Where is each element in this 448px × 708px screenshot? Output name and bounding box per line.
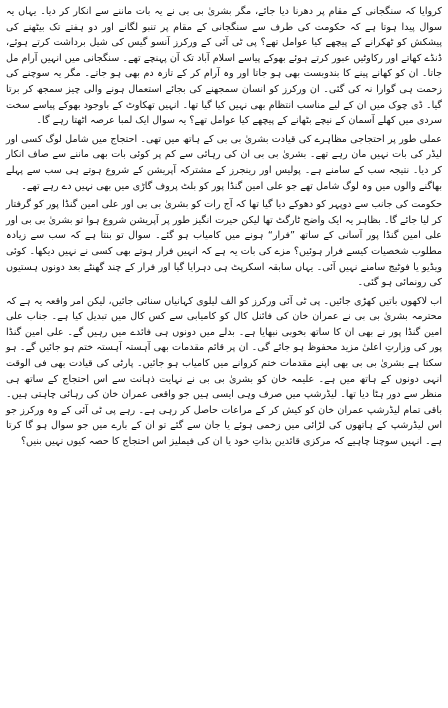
article-paragraph-2: عملی طور پر احتجاجی مظاہرے کی قیادت بشریٰ بی بی کے ہاتھ میں تھی۔ احتجاج میں شامل لوگ کسی اور لیڈر کی بات نہیں مان رہے تھے۔ بشریٰ بی بی ان کی رہائی سے کم پر کوئی بات بھی ماننے سے صاف انکار کر دیا۔ نتیجہ سب کے سامنے ہے۔ پولیس اور رینجرز کے مشترکہ آپریشن کے شروع ہوتے ہی سب سے پہلے بھاگنے والوں میں وہ لوگ شامل تھے جو علی امین گنڈا پور کو بلٹ پروف گاڑی میں بھی نہیں دے رہے تھے۔: [6, 133, 442, 192]
article-paragraph-4: اب لاکھوں باتیں کھڑی جائیں۔ پی ٹی آئی ورکرز کو الف لیلوی کہانیاں سنائی جائیں، لیکن امر واقعہ یہ ہے کہ محترمہ بشریٰ بی بی نے عمران خان کی فائنل کال کو کامیابی سے کس کال میں تبدیل کیا ہے۔ جناب علی امین گنڈا پور نے بھی ان کا ساتھ بخوبی نبھایا ہے۔ بدلے میں دونوں ہی فائدے میں رہیں گے۔ علی امین گنڈا پور کی وزارتِ اعلیٰ مزید محفوظ ہو جائے گی۔ ان پر قائم مقدمات بھی آہستہ آہستہ ختم ہو جائیں گے۔ ہو سکتا ہے بشریٰ بی بی بھی اپنے مقدمات ختم کروانے میں کامیاب ہو جائیں۔ پارٹی کی قیادت بھی فی الوقت انہی دونوں کے ہاتھ میں ہے۔ علیمہ خان کو بشریٰ بی بی نے نہایت ذہانت سے اس احتجاج کے ساتھ ہی منظر سے دور ہٹا دیا تھا۔ لیڈرشپ میں صرف وہی ایسی ہیں جو واقعی عمران خان کی رہائی چاہتی ہیں۔ باقی تمام لیڈرشپ عمران خان کو کیش کر کے مراعات حاصل کر رہی ہے۔ رہے پی ٹی آئی کے وہ ورکرز جو اس لیڈرشپ کے ہاتھوں کی لڑائی میں زخمی ہوئے یا جان سے گئے تو ان کے بارے میں جو سوال ہو گا کرتا ہے۔ انہیں سوچنا چاہیے کہ مرکزی قائدین بذاتِ خود یا ان کی فیملیز اس احتجاج کا حصہ کیوں نہیں بنیں؟: [6, 295, 442, 448]
article-paragraph-1: کروایا کہ سنگجانی کے مقام پر دھرنا دیا جائے، مگر بشریٰ بی بی نے یہ بات ماننے سے انکار کر دیا۔ یہاں یہ سوال پیدا ہوتا ہے کہ حکومت کی طرف سے سنگجانی کے مقام پر تنبو لگانے اور دو ہفتے تک بیٹھنے کی پیشکش کو ٹھکرانے کے پیچھے کیا عوامل تھے؟ پی ٹی آئی کے ورکرز آنسو گیس کی شیل برداشت کرتے ہوئے، ڈنڈے کھاتے اور رکاوٹیں عبور کرتے ہوئے بھوکے پیاسے اسلام آباد تک آن پہنچے تھے۔ سنگجانی میں انہیں آرام مل جاتا۔ ان کو کھانے پینے کا بندوبست بھی ہو جاتا اور وہ آرام کر کے تازہ دم بھی ہو جاتے۔ مگر یہ سوچنے کی زحمت ہی گوارا نہ کی گئی۔ ان ورکرز کو انسان سمجھنے کی بجائے استعمال ہونے والی چیز سمجھ کر برتا گیا۔ ڈی چوک میں ان کے لیے مناسب انتظام بھی نہیں کیا گیا تھا۔ انہیں تھکاوٹ کے باوجود بھوکے پیاسے سخت سردی میں کھلے آسمان کے نیچے بٹھانے کے پیچھے کیا عوامل تھے؟ یہ سوال ایک لمبا عرصہ اٹھتا رہے گا۔: [6, 6, 442, 127]
article-paragraph-3: حکومت کی جانب سے دوپہر کو دھوکے دیا گیا تھا کہ آج رات کو بشریٰ بی بی اور علی امین گنڈا پور کو گرفتار کر لیا جائے گا۔ بظاہر یہ ایک واضح ٹارگٹ تھا لیکن حیرت انگیز طور پر آپریشن شروع ہوا تو بشریٰ بی بی اور علی امین گنڈا پور آسانی کے ساتھ ”فرار“ ہونے میں کامیاب ہو گئے۔ سوال تو بنتا ہے کہ سب سے زیادہ مطلوب شخصیات کیسے فرار ہوئیں؟ مزے کی بات یہ ہے کہ انہیں فرار ہوتے بھی کسی نے نہیں دیکھا۔ کوئی ویڈیو یا فوٹیج سامنے نہیں آئی۔ یہاں سابقہ اسکرپٹ ہی دہرایا گیا اور فرار کے چند گھنٹے بعد دونوں ہستیوں کی رونمائی ہو گئی۔: [6, 199, 442, 289]
